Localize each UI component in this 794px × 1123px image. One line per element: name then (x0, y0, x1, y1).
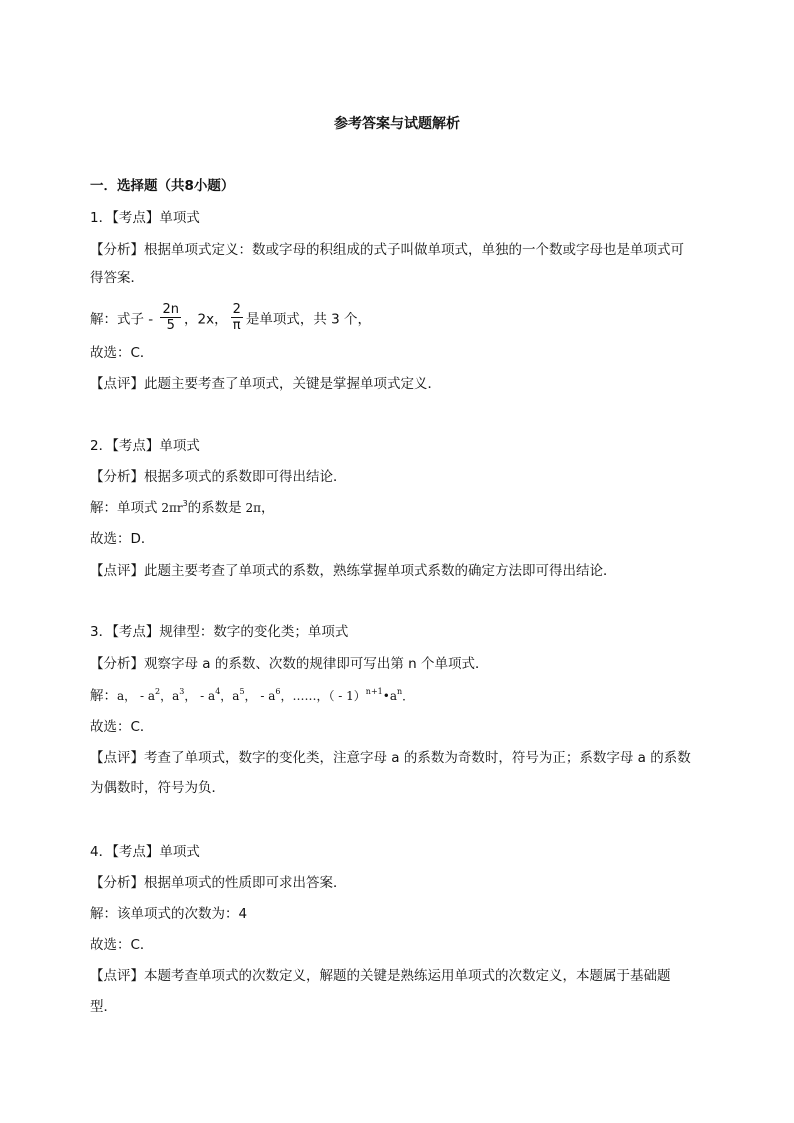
q1-solution-prefix: 解：式子 (90, 311, 144, 328)
q1-frac1-numerator: 2n (162, 302, 179, 317)
q2-exponent: 3 (182, 499, 188, 508)
q1-topic: 1．【考点】单项式 (90, 210, 200, 226)
q1-minus-sign: - (144, 311, 158, 328)
q3-term-3: ，a (160, 689, 180, 703)
q1-solution-suffix: 是单项式，共 3 个， (245, 311, 372, 328)
q4-comment-line2: 型． (90, 999, 117, 1015)
q2-comment: 【点评】此题主要考查了单项式的系数，熟练掌握单项式系数的确定方法即可得出结论． (90, 563, 617, 579)
q2-analysis: 【分析】根据多项式的系数即可得出结论． (90, 469, 347, 485)
q4-choice: 故选：C． (90, 937, 154, 953)
q2-solution-prefix: 解：单项式 (90, 500, 158, 516)
q1-analysis-line1: 【分析】根据单项式定义：数或字母的积组成的式子叫做单项式，单独的一个数或字母也是单项式可 (90, 242, 684, 258)
q4-comment-line1: 【点评】本题考查单项式的次数定义，解题的关键是熟练运用单项式的次数定义，本题属于基础题 (90, 968, 671, 984)
q3-term-9: ． (402, 689, 415, 703)
q3-exp-4: 4 (215, 687, 221, 696)
q1-solution (90, 304, 715, 335)
q3-term-4: ， - a (184, 689, 216, 703)
q1-analysis-line2: 得答案． (90, 270, 144, 286)
q1-frac1-denominator: 5 (166, 318, 175, 333)
q1-solution-mid: ，2x， (183, 311, 228, 328)
q4-topic: 4．【考点】单项式 (90, 844, 200, 860)
q1-choice: 故选：C． (90, 345, 154, 361)
q2-solution-suffix: ， (261, 500, 275, 516)
q2-solution (90, 498, 715, 518)
q2-solution-mid: 的系数是 (187, 500, 242, 516)
q4-analysis: 【分析】根据单项式的性质即可求出答案． (90, 875, 347, 891)
q3-exp-8: n (396, 687, 403, 696)
q4-solution: 解：该单项式的次数为：4 (90, 906, 248, 922)
q3-solution-prefix: 解： (90, 688, 117, 704)
q2-expression: 2πr (157, 501, 183, 515)
q3-choice: 故选：C． (90, 719, 154, 735)
q2-choice: 故选：D． (90, 531, 155, 547)
q3-comment-line2: 为偶数时，符号为负． (90, 780, 225, 796)
q3-sequence (117, 689, 414, 703)
q1-frac2-numerator: 2 (232, 302, 241, 317)
q3-exp-5: 5 (239, 687, 245, 696)
q2-coefficient: 2π (241, 501, 262, 515)
q3-analysis: 【分析】观察字母 a 的系数、次数的规律即可写出第 n 个单项式． (90, 656, 489, 672)
q3-exp-6: 6 (275, 687, 281, 696)
q1-fraction-2 (231, 302, 243, 333)
q3-comment-line1: 【点评】考查了单项式，数字的变化类，注意字母 a 的系数为奇数时，符号为正；系数字母 a 的系数 (90, 750, 691, 766)
q3-term-1: a， (117, 689, 137, 703)
page-title: 参考答案与试题解析 (334, 116, 460, 132)
q2-topic: 2．【考点】单项式 (90, 438, 200, 454)
section-heading: 一．选择题（共8小题） (90, 178, 235, 194)
q3-exp-2: 2 (155, 687, 161, 696)
q3-term-2: - a (136, 689, 155, 703)
q3-term-8: •a (382, 689, 397, 703)
q3-term-5: ，a (220, 689, 240, 703)
q3-topic: 3．【考点】规律型：数字的变化类；单项式 (90, 624, 349, 640)
q3-solution (90, 686, 715, 706)
q1-comment: 【点评】此题主要考查了单项式，关键是掌握单项式定义． (90, 376, 441, 392)
q3-exp-7: n+1 (365, 687, 383, 696)
q3-exp-3: 3 (179, 687, 185, 696)
q1-fraction-1 (160, 302, 181, 333)
q3-term-7: ，……，（ - 1） (280, 689, 366, 703)
q3-term-6: ， - a (244, 689, 276, 703)
q1-frac2-denominator: π (232, 318, 241, 333)
